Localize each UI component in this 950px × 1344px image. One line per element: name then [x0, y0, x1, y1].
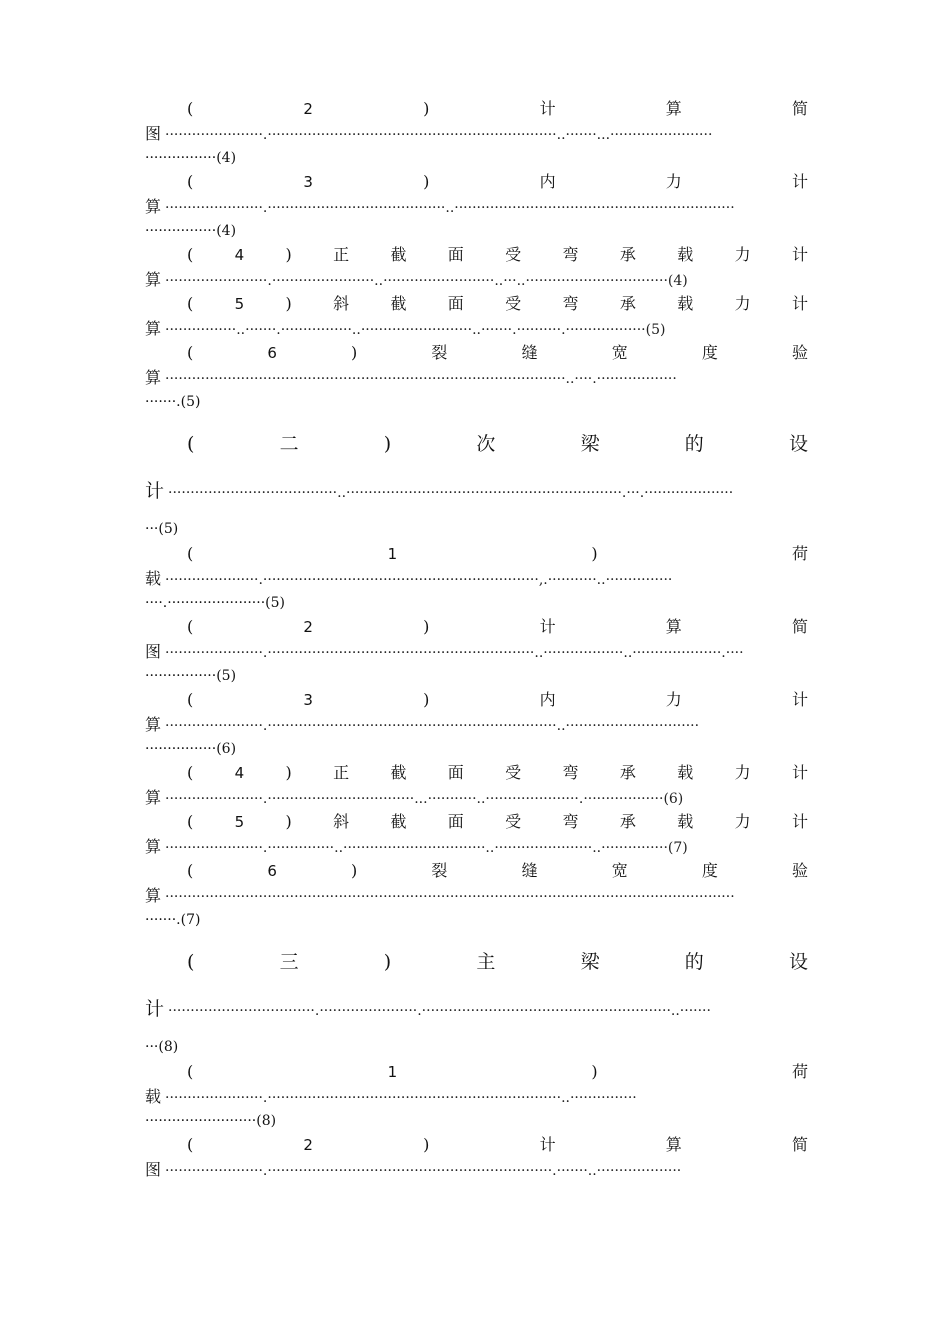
toc-heading-char: 内 — [539, 172, 556, 191]
toc-heading-char: 6 — [267, 344, 277, 362]
toc-heading-char: 缝 — [521, 343, 538, 362]
toc-heading-continuation: 图 — [145, 642, 162, 661]
toc-page-number: ····.······················(5) — [145, 595, 285, 611]
toc-entry[interactable] — [145, 810, 808, 859]
toc-heading-char: ) — [351, 343, 358, 362]
toc-heading-char: 二 — [279, 433, 299, 455]
toc-heading-char: ( — [187, 294, 194, 313]
toc-leader-line — [145, 984, 808, 1034]
toc-dot-leader: ······················.···············..································..······················..···············(7) — [165, 840, 688, 856]
toc-heading-char: 面 — [447, 812, 464, 831]
toc-heading-char: 计 — [539, 617, 556, 636]
toc-entry-heading — [145, 422, 808, 466]
toc-heading-char: 4 — [234, 246, 245, 264]
toc-heading-char: ) — [591, 1062, 598, 1081]
toc-heading-continuation: 计 — [145, 480, 165, 502]
toc-dot-leader: ······················.·································...···········..·····················.··················(6) — [165, 791, 684, 807]
toc-heading-char: 承 — [619, 763, 636, 782]
toc-entry-heading — [145, 810, 808, 834]
toc-dot-leader: ································································································································ — [165, 889, 735, 905]
toc-heading-char: 主 — [476, 951, 496, 973]
toc-heading-char: 力 — [734, 763, 751, 782]
toc-heading-char: ( — [187, 763, 194, 782]
toc-heading-char: 截 — [390, 812, 407, 831]
toc-heading-char: 计 — [791, 294, 808, 313]
toc-entry-heading — [145, 1060, 808, 1084]
toc-heading-char: 正 — [333, 245, 350, 264]
toc-dot-leader: ················..·······.················..·························..·······.··········.··················(5) — [165, 322, 666, 338]
toc-heading-continuation: 图 — [145, 1160, 162, 1179]
toc-entry[interactable] — [145, 615, 808, 688]
toc-dot-leader: ··························································································..····.·················· — [165, 371, 677, 387]
toc-heading-char: ) — [423, 1135, 430, 1154]
toc-heading-char: ( — [187, 812, 194, 831]
toc-heading-char: 截 — [390, 763, 407, 782]
toc-page-number: ················(4) — [145, 150, 237, 166]
toc-entry[interactable] — [145, 859, 808, 932]
toc-heading-char: 面 — [447, 294, 464, 313]
toc-heading-char: ( — [187, 861, 194, 880]
toc-heading-char: 载 — [677, 812, 694, 831]
toc-dot-leader: ······················.································································.·······..··················· — [165, 1163, 682, 1179]
toc-heading-char: 荷 — [791, 1062, 808, 1081]
toc-leader-line — [145, 121, 808, 146]
toc-entry[interactable] — [145, 243, 808, 292]
toc-heading-continuation: 算 — [145, 837, 162, 856]
toc-heading-char: 载 — [677, 763, 694, 782]
toc-dot-leader: ······················.········································..······························································· — [165, 200, 735, 216]
toc-entry-heading — [145, 688, 808, 712]
toc-dot-leader: ······················.····························································..··················..····················.···· — [165, 645, 744, 661]
toc-heading-char: 力 — [665, 690, 682, 709]
toc-heading-char: 受 — [505, 294, 522, 313]
toc-heading-char: ) — [383, 433, 392, 455]
toc-entry[interactable] — [145, 542, 808, 615]
toc-leader-line — [145, 267, 808, 292]
toc-heading-continuation: 计 — [145, 998, 165, 1020]
toc-heading-char: 宽 — [611, 343, 628, 362]
toc-heading-char: ( — [187, 1135, 194, 1154]
toc-heading-char: 度 — [701, 861, 718, 880]
toc-entry-heading — [145, 940, 808, 984]
toc-entry[interactable] — [145, 170, 808, 243]
toc-heading-char: 承 — [619, 245, 636, 264]
toc-entry-heading — [145, 615, 808, 639]
toc-heading-char: 简 — [791, 99, 808, 118]
toc-entry[interactable] — [145, 422, 808, 542]
toc-heading-char: 梁 — [580, 433, 600, 455]
toc-heading-char: 面 — [447, 245, 464, 264]
toc-heading-char: 2 — [303, 1136, 313, 1154]
toc-heading-char: 验 — [791, 343, 808, 362]
toc-heading-char: 算 — [665, 617, 682, 636]
toc-leader-line — [145, 194, 808, 219]
toc-heading-char: 算 — [665, 1135, 682, 1154]
toc-heading-char: ( — [187, 544, 194, 563]
toc-dot-leader: ·································.······················.························································..······· — [168, 1003, 711, 1019]
toc-heading-continuation: 载 — [145, 1087, 162, 1106]
toc-heading-char: 计 — [791, 690, 808, 709]
toc-heading-char: 力 — [734, 812, 751, 831]
toc-page-number: ················(4) — [145, 223, 237, 239]
toc-heading-continuation: 算 — [145, 319, 162, 338]
toc-entry-heading — [145, 292, 808, 316]
toc-entry[interactable] — [145, 1060, 808, 1133]
toc-heading-char: ( — [187, 172, 194, 191]
toc-heading-char: 受 — [505, 812, 522, 831]
toc-heading-char: 2 — [303, 100, 313, 118]
toc-heading-char: ( — [187, 245, 194, 264]
toc-heading-char: 承 — [619, 294, 636, 313]
toc-heading-char: 弯 — [562, 763, 579, 782]
toc-entry-heading — [145, 243, 808, 267]
toc-heading-char: ) — [351, 861, 358, 880]
toc-heading-char: ) — [285, 245, 292, 264]
toc-entry[interactable] — [145, 97, 808, 170]
toc-heading-char: 荷 — [791, 544, 808, 563]
toc-heading-char: 次 — [476, 433, 496, 455]
toc-heading-char: 面 — [447, 763, 464, 782]
toc-heading-char: ( — [187, 1062, 194, 1081]
toc-heading-char: 计 — [539, 99, 556, 118]
toc-heading-char: 正 — [333, 763, 350, 782]
toc-heading-continuation: 算 — [145, 886, 162, 905]
toc-heading-char: 5 — [234, 295, 245, 313]
toc-leader-line — [145, 712, 808, 737]
toc-entry-heading — [145, 761, 808, 785]
toc-heading-char: 受 — [505, 763, 522, 782]
toc-heading-char: 裂 — [431, 861, 448, 880]
toc-dot-leader: ······················.·································································..······························ — [165, 718, 700, 734]
toc-entry-heading — [145, 859, 808, 883]
toc-heading-char: 截 — [390, 245, 407, 264]
toc-page-number: ·······.(7) — [145, 912, 201, 928]
toc-leader-line — [145, 1084, 808, 1109]
toc-heading-char: ( — [187, 343, 194, 362]
toc-heading-char: 斜 — [333, 812, 350, 831]
toc-heading-char: 截 — [390, 294, 407, 313]
toc-entry[interactable] — [145, 940, 808, 1060]
toc-entry-heading — [145, 170, 808, 194]
toc-page-number: ·························(8) — [145, 1113, 277, 1129]
toc-leader-line — [145, 1157, 808, 1182]
toc-heading-char: 验 — [791, 861, 808, 880]
toc-heading-char: 内 — [539, 690, 556, 709]
toc-entry-heading — [145, 542, 808, 566]
toc-page-number: ·······.(5) — [145, 394, 201, 410]
toc-heading-char: 计 — [791, 245, 808, 264]
toc-entry[interactable] — [145, 688, 808, 761]
table-of-contents — [145, 97, 808, 1182]
toc-heading-char: 裂 — [431, 343, 448, 362]
toc-heading-continuation: 载 — [145, 569, 162, 588]
toc-heading-char: 宽 — [611, 861, 628, 880]
toc-heading-continuation: 算 — [145, 368, 162, 387]
toc-heading-char: 5 — [234, 813, 245, 831]
toc-heading-char: 力 — [665, 172, 682, 191]
toc-heading-char: 承 — [619, 812, 636, 831]
toc-heading-char: ) — [423, 690, 430, 709]
toc-leader-line — [145, 639, 808, 664]
toc-entry-heading — [145, 97, 808, 121]
toc-heading-char: 弯 — [562, 812, 579, 831]
toc-heading-char: ) — [285, 294, 292, 313]
toc-leader-line — [145, 466, 808, 516]
toc-heading-char: ) — [591, 544, 598, 563]
toc-heading-char: 计 — [791, 812, 808, 831]
toc-heading-char: ( — [187, 690, 194, 709]
toc-page-number: ················(6) — [145, 741, 237, 757]
toc-heading-char: 计 — [539, 1135, 556, 1154]
toc-leader-line — [145, 365, 808, 390]
toc-heading-char: 3 — [303, 173, 313, 191]
toc-entry[interactable] — [145, 292, 808, 341]
toc-heading-char: 简 — [791, 1135, 808, 1154]
toc-dot-leader: ·····················.······························································,.···········..··············· — [165, 572, 673, 588]
toc-heading-continuation: 算 — [145, 788, 162, 807]
toc-heading-char: 力 — [734, 294, 751, 313]
toc-heading-char: 设 — [788, 433, 808, 455]
toc-heading-char: 1 — [387, 545, 398, 563]
toc-page-number: ················(5) — [145, 668, 237, 684]
toc-heading-char: 1 — [387, 1063, 398, 1081]
toc-heading-char: ) — [285, 812, 292, 831]
toc-entry[interactable] — [145, 341, 808, 414]
toc-heading-char: 载 — [677, 294, 694, 313]
toc-heading-continuation: 图 — [145, 124, 162, 143]
toc-heading-char: 度 — [701, 343, 718, 362]
toc-heading-char: 计 — [791, 763, 808, 782]
toc-heading-char: ( — [187, 433, 195, 455]
toc-dot-leader: ······················.··································································..··············· — [165, 1090, 637, 1106]
toc-heading-char: 算 — [665, 99, 682, 118]
toc-heading-char: ) — [423, 99, 430, 118]
toc-heading-char: 的 — [684, 433, 704, 455]
toc-heading-char: ( — [187, 951, 195, 973]
toc-heading-char: 弯 — [562, 294, 579, 313]
toc-heading-char: 设 — [788, 951, 808, 973]
toc-heading-char: 受 — [505, 245, 522, 264]
toc-leader-line — [145, 785, 808, 810]
toc-dot-leader: ······································..······························································.···.···················· — [168, 485, 734, 501]
toc-entry-heading — [145, 1133, 808, 1157]
toc-heading-char: 斜 — [333, 294, 350, 313]
toc-heading-char: ) — [423, 172, 430, 191]
toc-heading-char: 弯 — [562, 245, 579, 264]
toc-heading-continuation: 算 — [145, 270, 162, 289]
toc-leader-line — [145, 566, 808, 591]
toc-entry[interactable] — [145, 1133, 808, 1182]
toc-page-number: ···(8) — [145, 1039, 179, 1055]
toc-heading-char: 载 — [677, 245, 694, 264]
toc-heading-char: ) — [423, 617, 430, 636]
toc-heading-char: ( — [187, 617, 194, 636]
toc-heading-char: 6 — [267, 862, 277, 880]
toc-heading-char: ) — [383, 951, 392, 973]
toc-entry-heading — [145, 341, 808, 365]
toc-heading-char: 梁 — [580, 951, 600, 973]
toc-dot-leader: ·······················.·······················..·························..···..································(4) — [165, 273, 688, 289]
toc-dot-leader: ······················.·································································..·······...······················· — [165, 127, 713, 143]
toc-page-number: ···(5) — [145, 521, 179, 537]
toc-heading-char: 缝 — [521, 861, 538, 880]
toc-heading-char: 简 — [791, 617, 808, 636]
toc-heading-char: 4 — [234, 764, 245, 782]
toc-heading-char: 3 — [303, 691, 313, 709]
toc-heading-char: 三 — [279, 951, 299, 973]
toc-heading-char: ( — [187, 99, 194, 118]
toc-heading-char: ) — [285, 763, 292, 782]
toc-heading-char: 2 — [303, 618, 313, 636]
toc-leader-line — [145, 834, 808, 859]
toc-heading-char: 的 — [684, 951, 704, 973]
toc-entry[interactable] — [145, 761, 808, 810]
toc-leader-line — [145, 883, 808, 908]
toc-heading-continuation: 算 — [145, 715, 162, 734]
toc-heading-char: 计 — [791, 172, 808, 191]
toc-leader-line — [145, 316, 808, 341]
toc-heading-continuation: 算 — [145, 197, 162, 216]
toc-heading-char: 力 — [734, 245, 751, 264]
